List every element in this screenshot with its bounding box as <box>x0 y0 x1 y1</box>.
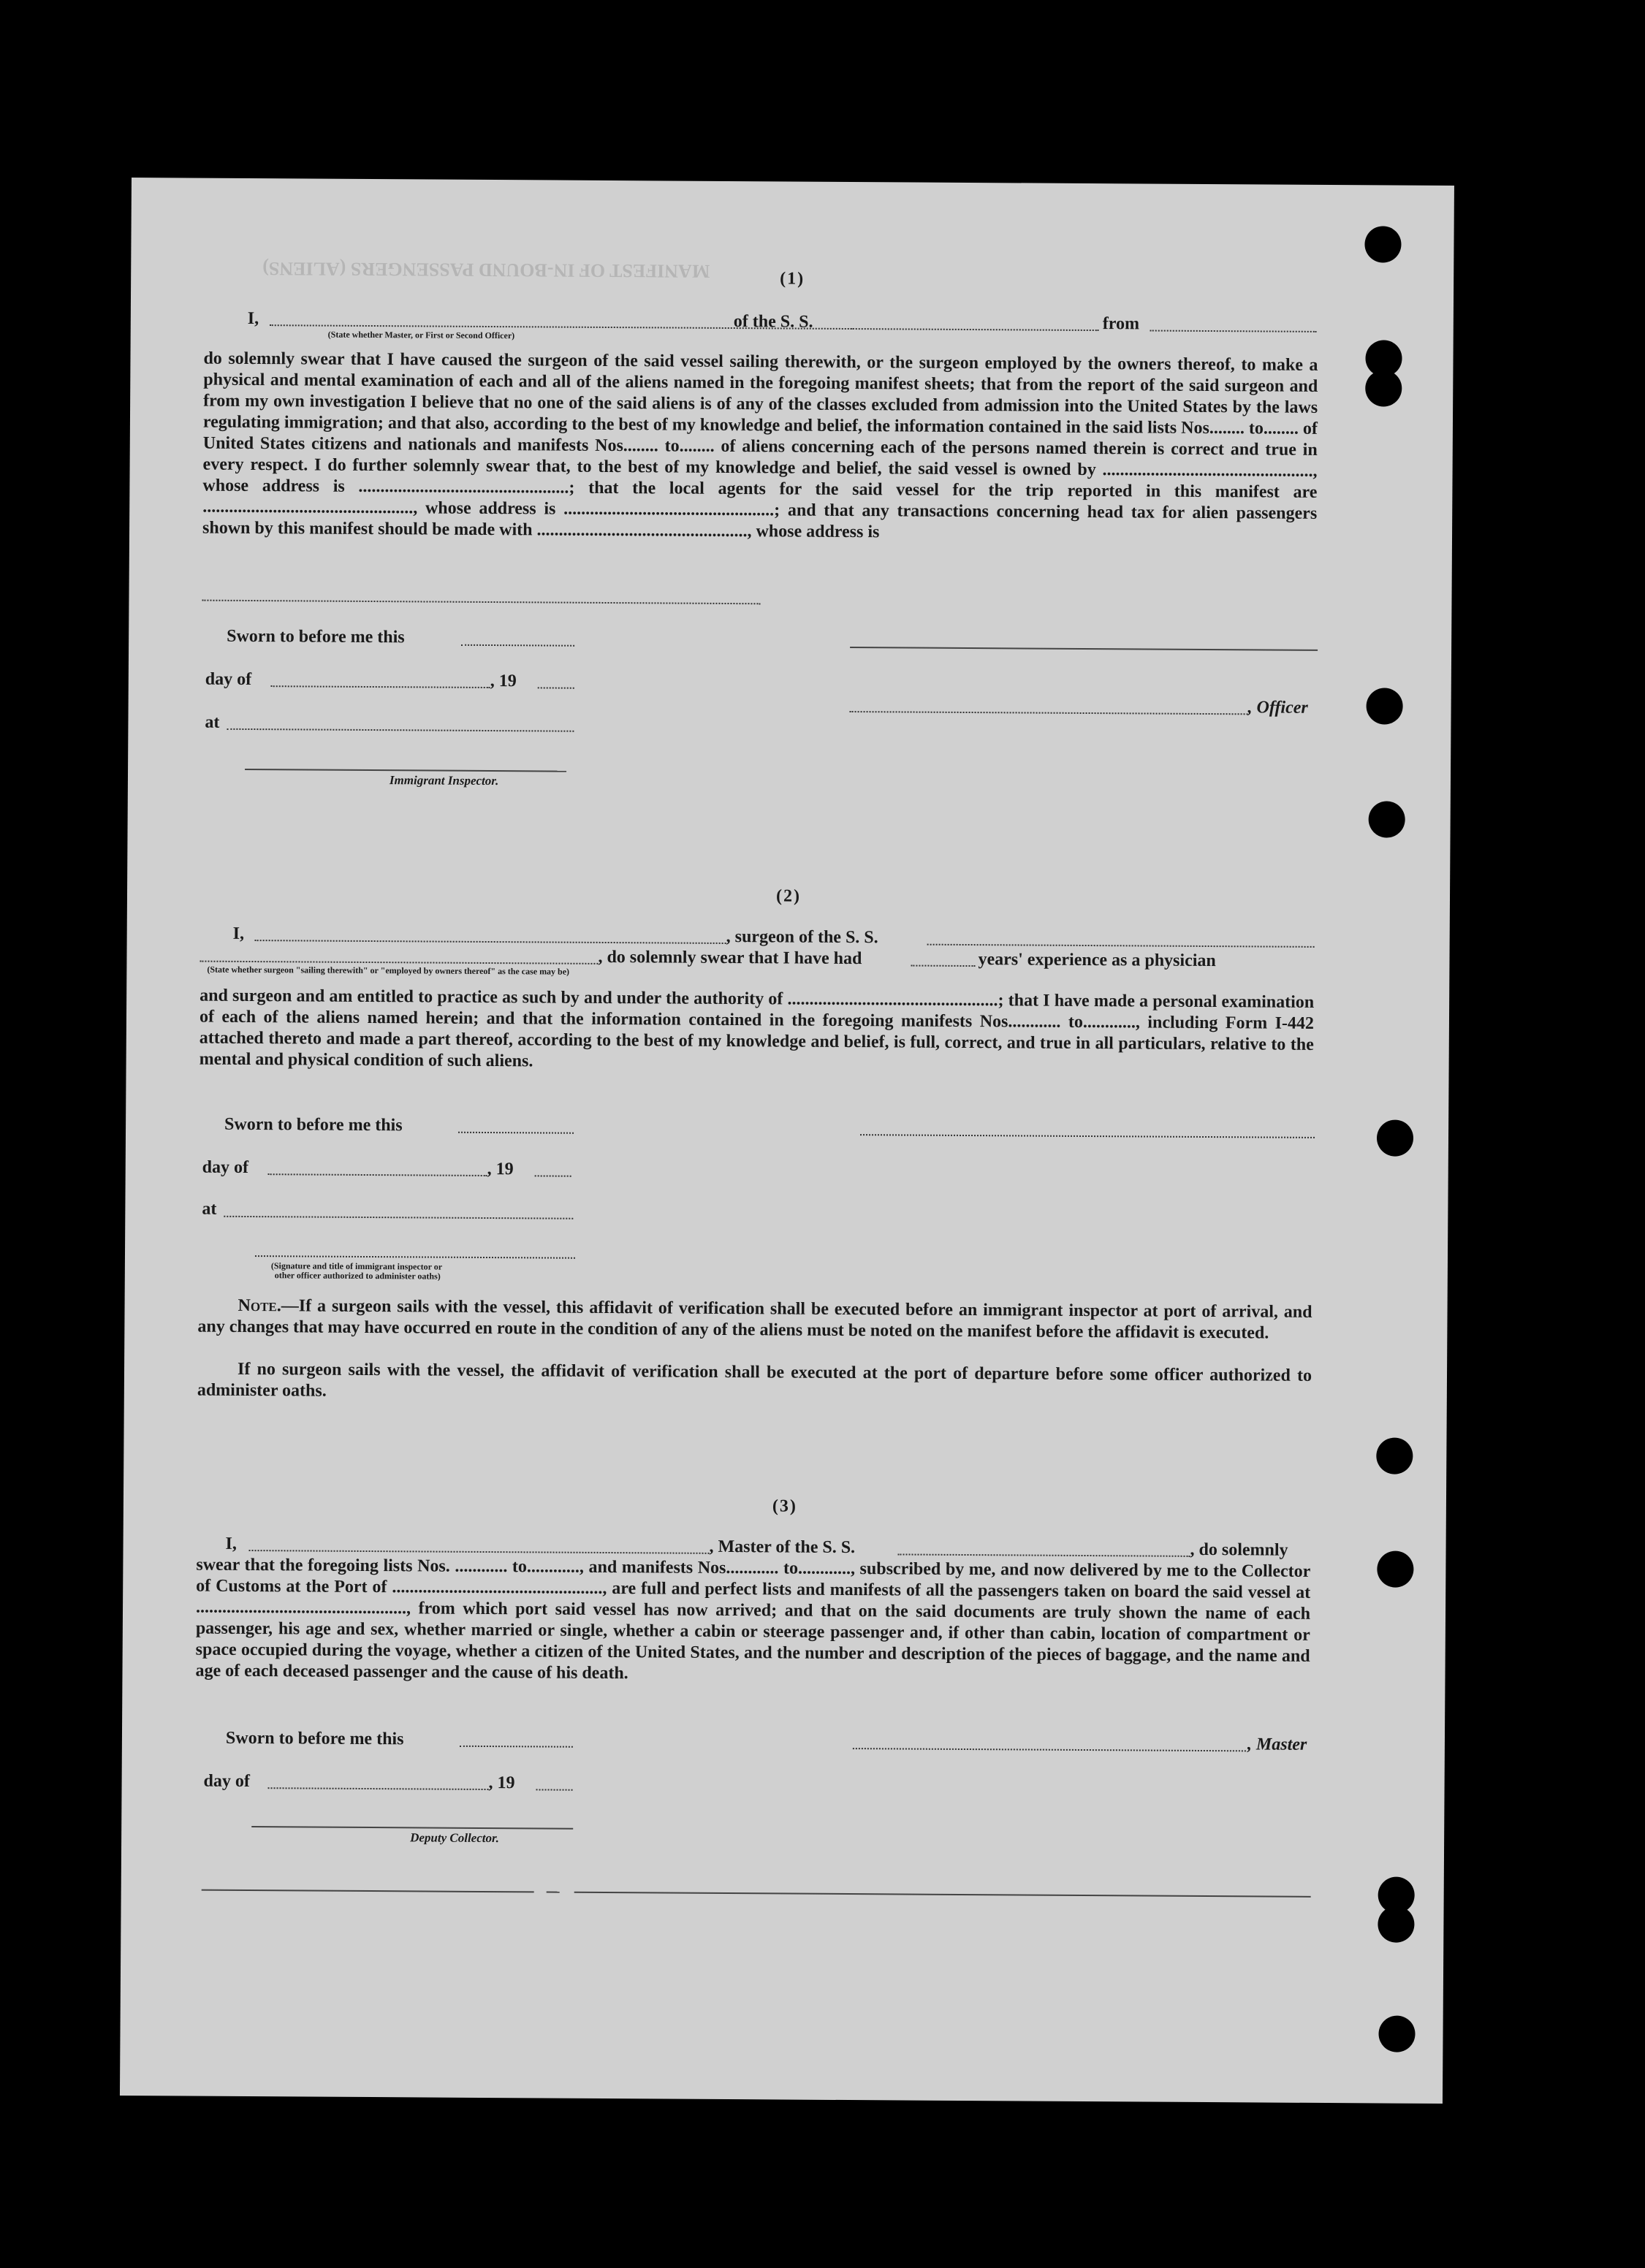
s1-oath-text: do solemnly swear that I have caused the surgeon of the said vessel sailing therewith, or the surgeon employed by the owners thereof, to make a physical and mental examination of each and all of the aliens named in the foregoing manifest sheets; that from the report of the said surgeon and from my own investigation I believe that no one of the said aliens is of any of the classes excluded from admission into the United States by the laws regulating immigration; and that also, according to the best of my knowledge and belief, the information contained in the said lists Nos........ to........ of United States citizens and nationals and manifests Nos........ to........ of aliens concerning each of the persons named therein is correct and true in every respect. I do further solemnly swear that, to the best of my knowledge and belief, the said vessel is owned by ................................................, whose address is ................................................; that the local agents for the said vessel for the trip reported in this manifest are ................................................, whose address is ................................................; and that any transactions concerning head tax for alien passengers shown by this manifest should be made with ................................................, whose address is <box>202 349 1318 542</box>
s1-vessel-blank <box>851 328 1099 331</box>
s1-from-blank <box>1150 330 1317 332</box>
punch-hole <box>1377 1119 1413 1156</box>
punch-hole <box>1378 1906 1414 1942</box>
punch-hole <box>1378 2015 1415 2052</box>
s3-name-blank <box>249 1550 710 1554</box>
s1-at: at <box>205 712 220 732</box>
s2-years-blank <box>911 965 975 967</box>
s3-sworn: Sworn to before me this <box>225 1728 404 1749</box>
footer-line-right <box>574 1892 1311 1898</box>
s3-collector-caption: Deputy Collector. <box>410 1830 500 1846</box>
s3-day-blank <box>268 1787 489 1790</box>
s1-sworn: Sworn to before me this <box>227 626 405 647</box>
s3-master: , Master <box>1247 1735 1307 1754</box>
s2-sworn: Sworn to before me this <box>224 1114 403 1135</box>
section-2-number: (2) <box>775 886 802 906</box>
s1-nineteen: , 19 <box>490 671 517 691</box>
s2-note-text: —If a surgeon sails with the vessel, this affidavit of verification shall be executed before an immigrant inspector at port of arrival, and any changes that may have occurred en route in the condition of any of the aliens must be noted on the manifest before the affidavit is executed. <box>197 1296 1312 1343</box>
s2-name-blank <box>255 940 726 944</box>
s2-type-note: (State whether surgeon "sailing therewith" or "employed by owners thereof" as the case may be) <box>207 964 570 977</box>
s1-inspector-line <box>245 769 566 772</box>
s3-oath-text: swear that the foregoing lists Nos. ............ to............, and manifests Nos............ to............, subscribed by me, and now delivered by me to the Collector of Customs at the Port of ................................................, are full and perfect lists and manifests of all the passengers taken on board the said vessel at ................................................, from which port said vessel has now arrived; and that on the said documents are truly shown the name of each passenger, his age and sex, whether married or single, whether a cabin or steerage passenger and, if other than cabin, location of compartment or space occupied during the voyage, whether a citizen of the United States, and the number and description of the pieces of baggage, and the name and age of each deceased passenger and the cause of his death. <box>195 1555 1311 1683</box>
s2-years: years' experience as a physician <box>978 950 1216 971</box>
punch-hole <box>1376 1437 1413 1474</box>
s2-i: I, <box>232 924 245 943</box>
s2-note-label: Note. <box>238 1295 281 1316</box>
s2-day-of: day of <box>202 1157 249 1178</box>
s2-note <box>197 1295 1312 1344</box>
s3-collector-line <box>251 1826 573 1830</box>
punch-hole <box>1377 1550 1413 1587</box>
s2-at-blank <box>224 1216 573 1219</box>
footer-line-left <box>202 1890 534 1893</box>
s1-at-blank <box>227 728 574 732</box>
s1-from: from <box>1102 314 1140 334</box>
s2-day-blank <box>268 1173 487 1176</box>
section-3-number: (3) <box>772 1496 797 1516</box>
s1-signature-line <box>850 647 1318 651</box>
s2-sworn-blank <box>458 1132 574 1134</box>
s3-master-of: , Master of the S. S. <box>709 1537 856 1558</box>
s3-i: I, <box>225 1534 238 1553</box>
s2-note-2: If no surgeon sails with the vessel, the affidavit of verification shall be executed at the port of departure before some officer authorized to administer oaths. <box>197 1359 1312 1401</box>
s2-nineteen: , 19 <box>487 1159 514 1179</box>
s1-of-the-ss: of the S. S. <box>733 312 813 332</box>
s2-vessel-blank <box>927 944 1315 948</box>
s3-solemnly: , do solemnly <box>1190 1540 1288 1560</box>
s3-nineteen: , 19 <box>488 1773 515 1793</box>
s2-sig-note-1: (Signature and title of immigrant inspector or <box>270 1260 443 1272</box>
s2-inspector-blank <box>255 1255 575 1259</box>
s2-year-blank <box>535 1175 571 1176</box>
document-page <box>120 178 1454 2104</box>
s3-year-blank <box>536 1789 573 1790</box>
s2-at: at <box>202 1199 217 1219</box>
punch-hole <box>1364 226 1401 262</box>
punch-hole <box>1365 370 1402 406</box>
s2-do-swear: , do solemnly swear that I have had <box>598 947 862 969</box>
s1-officer-sign-blank <box>850 711 1248 715</box>
s1-day-of: day of <box>205 669 252 690</box>
s1-sworn-blank <box>461 644 574 647</box>
s1-officer: , Officer <box>1247 698 1308 718</box>
bleed-through-header: MANIFEST OF IN-BOUND PASSENGERS (ALIENS) <box>262 258 710 282</box>
section-1-number: (1) <box>780 269 805 289</box>
s3-master-blank <box>853 1748 1246 1751</box>
s2-surgeon-of: , surgeon of the S. S. <box>726 926 878 948</box>
punch-hole <box>1366 688 1402 724</box>
s3-day-of: day of <box>203 1771 251 1792</box>
footer-line-dash <box>547 1892 560 1893</box>
s1-inspector-caption: Immigrant Inspector. <box>389 773 499 788</box>
s2-signature-blank <box>860 1134 1315 1138</box>
s1-address-blank <box>202 600 760 605</box>
punch-hole <box>1369 801 1405 837</box>
s1-year-blank <box>538 687 574 688</box>
s3-vessel-blank <box>898 1553 1190 1556</box>
s2-sig-note-2: other officer authorized to administer oaths) <box>274 1270 441 1282</box>
s1-i: I, <box>247 308 259 329</box>
s2-oath-text: and surgeon and am entitled to practice as such by and under the authority of ................................................; that I have made a personal examination of each of the aliens named herein; and that the information contained in the foregoing manifests Nos............ to............, including Form I-442 attached thereto and made a part thereof, according to the best of my knowledge and belief, is full, correct, and true in all particulars, relative to the mental and physical condition of such aliens. <box>199 986 1315 1071</box>
s3-sworn-blank <box>460 1746 573 1748</box>
s1-day-blank <box>271 685 490 688</box>
s1-officer-note: (State whether Master, or First or Second Officer) <box>327 329 515 341</box>
